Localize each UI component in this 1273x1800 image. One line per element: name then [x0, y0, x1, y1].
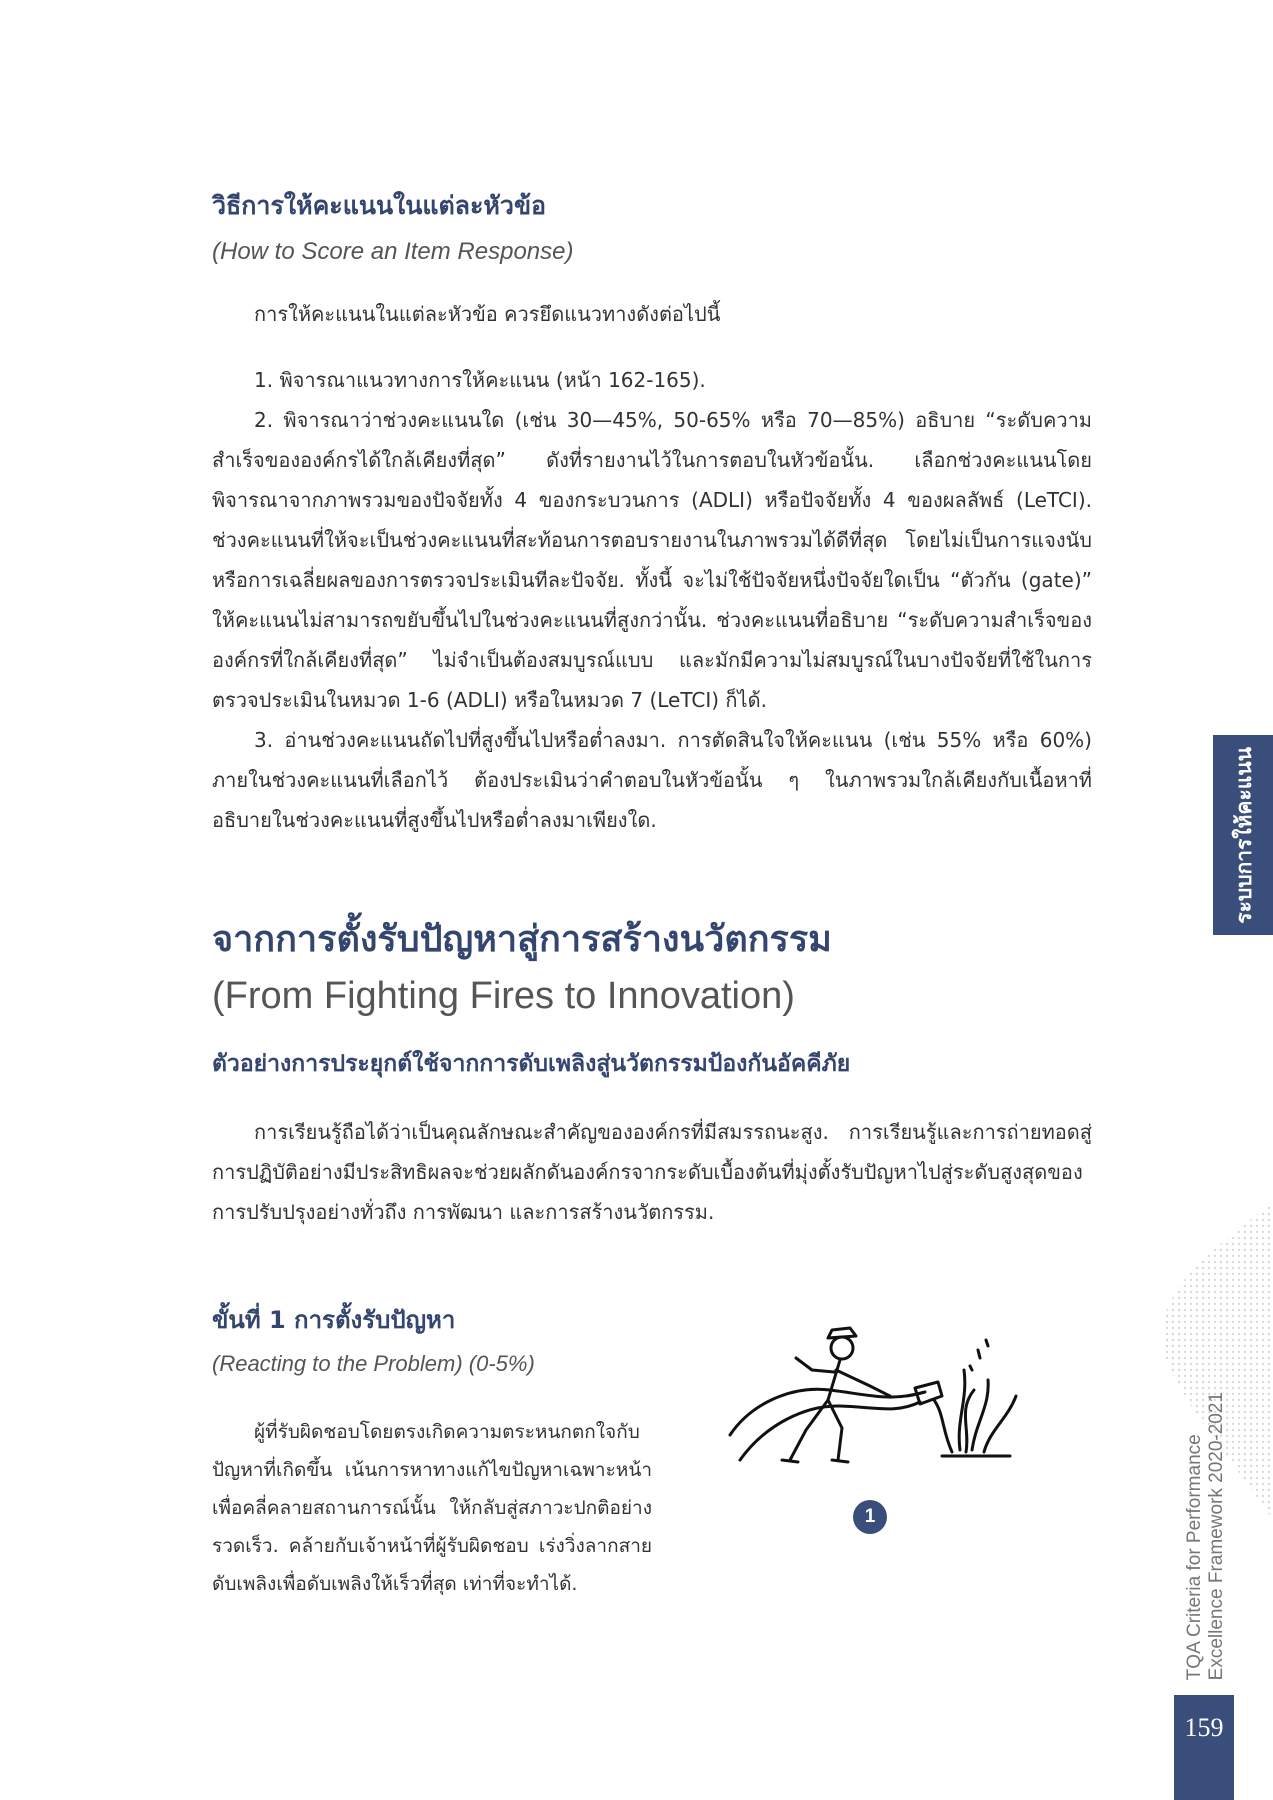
figure-number-badge: 1: [853, 1500, 887, 1534]
footer-line-2: Excellence Framework 2020-2021: [1206, 1391, 1227, 1680]
step1-text: ผู้ที่รับผิดชอบโดยตรงเกิดความตระหนกตกใจกับปัญหาที่เกิดขึ้น เน้นการหาทางแก้ไขปัญหาเฉพาะหน้าเพื่อคลี่คลายสถานการณ์นั้น ให้กลับสู่สภาวะปกติอย่างรวดเร็ว. คล้ายกับเจ้าหน้าที่ผู้รับผิดชอบ เร่งวิ่งลากสายดับเพลิงเพื่อดับเพลิงให้เร็วที่สุด เท่าที่จะทำได้.: [212, 1421, 652, 1595]
score-intro: การให้คะแนนในแต่ละหัวข้อ ควรยึดแนวทางดังต่อไปนี้: [254, 302, 721, 326]
section-title-score: วิธีการให้คะแนนในแต่ละหัวข้อ: [212, 191, 547, 220]
step1-title: ขั้นที่ 1 การตั้งรับปัญหา: [212, 1306, 456, 1334]
section-subtitle-score: (How to Score an Item Response): [212, 238, 574, 265]
firefighter-illustration: [720, 1310, 1040, 1480]
chapter-side-tab-label: ระบบการให้คะแนน: [1231, 746, 1256, 924]
section-subtitle-innovation: (From Fighting Fires to Innovation): [212, 975, 795, 1017]
section-title-innovation: จากการตั้งรับปัญหาสู่การสร้างนวัตกรรม: [212, 919, 832, 960]
innovation-paragraph: การเรียนรู้ถือได้ว่าเป็นคุณลักษณะสำคัญขององค์กรที่มีสมรรถนะสูง. การเรียนรู้และการถ่ายทอดสู่การปฏิบัติอย่างมีประสิทธิผลจะช่วยผลักดันองค์กรจากระดับเบื้องต้นที่มุ่งตั้งรับปัญหาไปสู่ระดับสูงสุดของการปรับปรุงอย่างทั่วถึง การพัฒนา และการสร้างนวัตกรรม.: [212, 1120, 1092, 1224]
page-number: 159: [1174, 1695, 1234, 1800]
score-item-2: 2. พิจารณาว่าช่วงคะแนนใด (เช่น 30—45%, 50-65% หรือ 70—85%) อธิบาย “ระดับความสำเร็จขององค์กรได้ใกล้เคียงที่สุด” ดังที่รายงานไว้ในการตอบในหัวข้อนั้น. เลือกช่วงคะแนนโดยพิจารณาจากภาพรวมของปัจจัยทั้ง 4 ของกระบวนการ (ADLI) หรือปัจจัยทั้ง 4 ของผลลัพธ์ (LeTCI). ช่วงคะแนนที่ให้จะเป็นช่วงคะแนนที่สะท้อนการตอบรายงานในภาพรวมได้ดีที่สุด โดยไม่เป็นการแจงนับหรือการเฉลี่ยผลของการตรวจประเมินทีละปัจจัย. ทั้งนี้ จะไม่ใช้ปัจจัยหนึ่งปัจจัยใดเป็น “ตัวกัน (gate)” ให้คะแนนไม่สามารถขยับขึ้นไปในช่วงคะแนนที่สูงกว่านั้น. ช่วงคะแนนที่อธิบาย “ระดับความสำเร็จขององค์กรที่ใกล้เคียงที่สุด” ไม่จำเป็นต้องสมบูรณ์แบบ และมักมีความไม่สมบูรณ์ในบางปัจจัยที่ใช้ในการตรวจประเมินในหมวด 1-6 (ADLI) หรือในหมวด 7 (LeTCI) ก็ได้.: [212, 408, 1092, 712]
chapter-side-tab: [1213, 735, 1273, 935]
score-item-1: 1. พิจารณาแนวทางการให้คะแนน (หน้า 162-165).: [254, 368, 706, 392]
score-item-3: 3. อ่านช่วงคะแนนถัดไปที่สูงขึ้นไปหรือต่ำลงมา. การตัดสินใจให้คะแนน (เช่น 55% หรือ 60%) ภายในช่วงคะแนนที่เลือกไว้ ต้องประเมินว่าคำตอบในหัวข้อนั้น ๆ ในภาพรวมใกล้เคียงกับเนื้อหาที่อธิบายในช่วงคะแนนที่สูงขึ้นไปหรือต่ำลงมาเพียงใด.: [212, 728, 1092, 832]
innovation-example-title: ตัวอย่างการประยุกต์ใช้จากการดับเพลิงสู่นวัตกรรมป้องกันอัคคีภัย: [212, 1051, 851, 1077]
step1-subtitle: (Reacting to the Problem) (0-5%): [212, 1351, 535, 1376]
publication-footer: [1184, 1391, 1228, 1680]
footer-line-1: TQA Criteria for Performance: [1184, 1433, 1205, 1680]
